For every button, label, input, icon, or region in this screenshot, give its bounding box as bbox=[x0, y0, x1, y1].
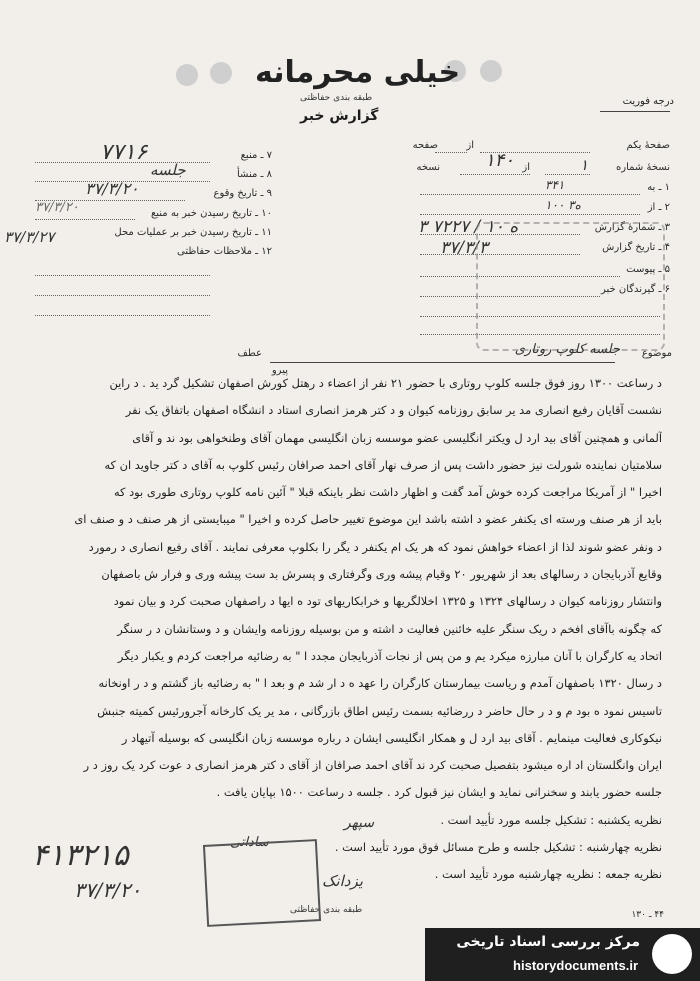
pages-label: صفحه bbox=[412, 140, 438, 151]
body-line: نظریه چهارشنبه : تشکیل جلسه و طرح مسائل فوق مورد تأیید است . bbox=[334, 840, 662, 855]
dotted-line bbox=[420, 194, 640, 195]
priority-line bbox=[600, 111, 670, 112]
priority-label: درجه فوریت bbox=[622, 96, 674, 107]
dotted-line bbox=[35, 315, 210, 316]
bottom-reference: ۴۴ ـ ۱۳۰ bbox=[631, 910, 664, 920]
event-date-label: ۹ ـ تاریخ وقوع bbox=[213, 188, 272, 199]
notes-label: ۱۲ ـ ملاحظات حفاظتی bbox=[177, 246, 272, 257]
archive-logo-icon bbox=[652, 934, 692, 974]
copy-number: ۱ bbox=[580, 156, 589, 174]
page-label: صفحهٔ یکم bbox=[626, 140, 670, 151]
body-line: سلامتیان نماینده شورلت نیز حضور داشت پس از صرف نهار آقای احمد صرافان رئیس کلوپ به آقای د کتر جاوید ان که bbox=[104, 457, 662, 472]
body-line: تاسیس نمود ه بود م و د ر حال حاضر د ررضائیه بسمت رئیس اطاق بازرگانی ، مد یر یک کارخانه آجرورئیس کمیته جنبش bbox=[97, 703, 662, 718]
punch-hole bbox=[210, 62, 232, 84]
left-stamp-date: ۳۷/۳/۲۰ bbox=[74, 878, 142, 902]
signature-1: سپهر bbox=[344, 815, 375, 831]
to-label: ۱ ـ به bbox=[647, 182, 670, 193]
watermark-title: مرکز بررسی اسناد تاریخی bbox=[456, 934, 640, 950]
body-line: که چگونه باآقای افخم د ریک سنگر علیه خائنین فعالیت د اشته و من بوسیله روزنامه وایشان و د وستانشان د ر سنگر bbox=[117, 621, 662, 636]
source-label: ۷ ـ منبع bbox=[240, 150, 272, 161]
body-line: وقایع آذربایجان د رسالهای بعد از شهریور ۲۰ وقیام پیشه وری وگرفتاری و پسرش بد ست پیشه وری و فرار ش باصفهان bbox=[101, 567, 662, 582]
attach-label: ۵ ـ پیوست bbox=[626, 264, 670, 275]
date-stamp bbox=[203, 839, 321, 927]
report-body bbox=[22, 370, 662, 889]
body-line: آلمانی و همچنین آقای بید ارد ل ویکتر انگلیسی عضو موسسه زبان انگلیسی مهمان آقای وطنخواهی بود ند و آقای bbox=[132, 430, 662, 445]
copy-label: نسخهٔ شماره bbox=[616, 162, 670, 173]
report-title: گزارش خبر bbox=[300, 108, 379, 124]
report-no-value: ۳ ه ۱۰ / ۷۲۲۷ bbox=[418, 217, 519, 237]
received-field-value: ۳۷/۳/۲۷ bbox=[4, 228, 55, 246]
signature-3: ساداتی bbox=[230, 835, 269, 850]
body-line: اخیرا " از آمریکا مراجعت کرده خوش آمد گفت و اظهار داشت نظر باینکه قبلا " آئین نامه کلوپ روتاری طوری بود که bbox=[113, 485, 662, 500]
report-date-label: ۴ ـ تاریخ گزارش bbox=[602, 242, 670, 253]
body-line: د رساعت ۱۳۰۰ روز فوق جلسه کلوپ روتاری با حضور ۲۱ نفر از اعضاء د رهتل کورش اصفهان تشکیل گرد ید . د راین bbox=[109, 376, 662, 390]
left-stamp-number: ۴۱۳۲۱۵ bbox=[32, 838, 129, 873]
body-line: نظریه جمعه : نظریه چهارشنبه مورد تأیید است . bbox=[434, 867, 662, 882]
body-line: نظریه یکشنبه : تشکیل جلسه مورد تأیید است . bbox=[440, 812, 662, 827]
dotted-line bbox=[460, 174, 530, 175]
dotted-line bbox=[435, 152, 467, 153]
body-line: اتحاد یه کارگران با آنان مبارزه میکرد یم و من پس از نجات آذربایجان مجدد ا " به رضائیه مراجعت کردم و یکبار دیگر bbox=[117, 648, 662, 663]
subject-value: جلسه کلوپ روتاری bbox=[514, 342, 620, 357]
to-value: ۳۴۱ bbox=[545, 178, 565, 192]
report-date-value: ۳۷/۳/۳ bbox=[440, 238, 488, 258]
from2-value: ۱۰۰ ه۳ bbox=[545, 198, 581, 212]
origin-label: ۸ ـ منشأ bbox=[236, 169, 272, 180]
classification-title: خیلی محرمانه bbox=[255, 55, 461, 90]
body-line: ایران وانگلستان اد اره میشود بتفصیل صحبت کرد ند آقای احمد صرافان از آقای د کتر هرمز انصاری د عوت کرد یک روز د ر bbox=[83, 758, 662, 773]
dotted-line bbox=[35, 295, 210, 296]
copy-suffix: نسخه bbox=[416, 162, 440, 173]
event-date-value: ۳۷/۳/۲۰ bbox=[85, 179, 139, 198]
subject-label: موضوع bbox=[641, 348, 672, 359]
copy-total: ۱۴۰ bbox=[485, 150, 515, 171]
classification-subtitle: طبقه بندی حفاظتی bbox=[300, 93, 373, 103]
origin-value: جلسه bbox=[150, 161, 186, 179]
from-label: از bbox=[466, 140, 474, 151]
recipients-label: ۶ ـ گیرندگان خبر bbox=[600, 284, 670, 295]
body-line: جلسه حضور یابند و سخنرانی نماید و ایشان نیز قبول کرد . جلسه د رساعت ۱۵۰۰ بپایان یافت . bbox=[216, 785, 662, 800]
body-line: د ونفر عضو شوند لذا از اعضاء خواهش نمود که هر یک ام یکنفر د یگر را بکلوپ معرفی نمایند . آقای رفیع انصاری د رمورد bbox=[88, 539, 662, 554]
body-line: باید از هر صنف ورسته ای یکنفر عضو د اشته باشد این موضوع تغییر حاصل کرده و اخیرا " میبایستی از هر صنف د و صنف ای bbox=[74, 512, 662, 527]
from2-label: ۲ ـ از bbox=[647, 202, 670, 213]
attached-label: عطف bbox=[237, 348, 262, 359]
dotted-line bbox=[35, 219, 135, 220]
dotted-line bbox=[420, 214, 640, 215]
body-line: نیکوکاری فعالیت مینمایم . آقای بید ارد ل و همکار انگلیسی ایشان د رباره موسسه زبان انگلیسی که بوسیله آتیهاد ر bbox=[121, 730, 662, 745]
punch-hole bbox=[480, 60, 502, 82]
footer-classification: طبقه بندی حفاظتی bbox=[290, 905, 363, 915]
received-source-label: ۱۰ ـ تاریخ رسیدن خبر به منبع bbox=[150, 208, 272, 219]
follow-label: پیرو bbox=[271, 365, 288, 376]
signature-2: یزدانک bbox=[322, 872, 363, 890]
body-line: وانتشار روزنامه کیوان د رسالهای ۱۳۲۴ و ۱۳۲۵ اخلالگریها و خرابکاریهای تود ه ایها د راصفهان صحبت کرد و بیان نمود bbox=[113, 594, 662, 609]
dotted-line bbox=[545, 174, 590, 175]
watermark-banner bbox=[425, 928, 700, 981]
punch-hole bbox=[176, 64, 198, 86]
report-no-label: ۳ ـ شمارهٔ گزارش bbox=[594, 222, 670, 233]
body-line: نشست آقایان رفیع انصاری مد یر سابق روزنامه کیوان و د کتر هرمز انصاری استاد د انشگاه اصفهان باتفاق یک نفر bbox=[125, 403, 662, 418]
body-line: د رسال ۱۳۲۰ باصفهان آمدم و ریاست بیمارستان کارگران را عهد ه د ار شد م و بعد ا " به رضائیه باز گشتم و د ر اونخانه bbox=[98, 676, 662, 691]
received-field-label: ۱۱ ـ تاریخ رسیدن خبر بر عملیات محل bbox=[114, 227, 272, 238]
watermark-url: historydocuments.ir bbox=[513, 958, 638, 973]
source-value: ۷۷۱۶ bbox=[100, 140, 148, 165]
subject-line bbox=[270, 362, 615, 363]
dotted-line bbox=[35, 275, 210, 276]
copy-from-label: از bbox=[522, 162, 530, 173]
received-source-value: ۳۷/۳/۲۰ bbox=[35, 200, 79, 215]
faded-stamp bbox=[476, 222, 665, 351]
